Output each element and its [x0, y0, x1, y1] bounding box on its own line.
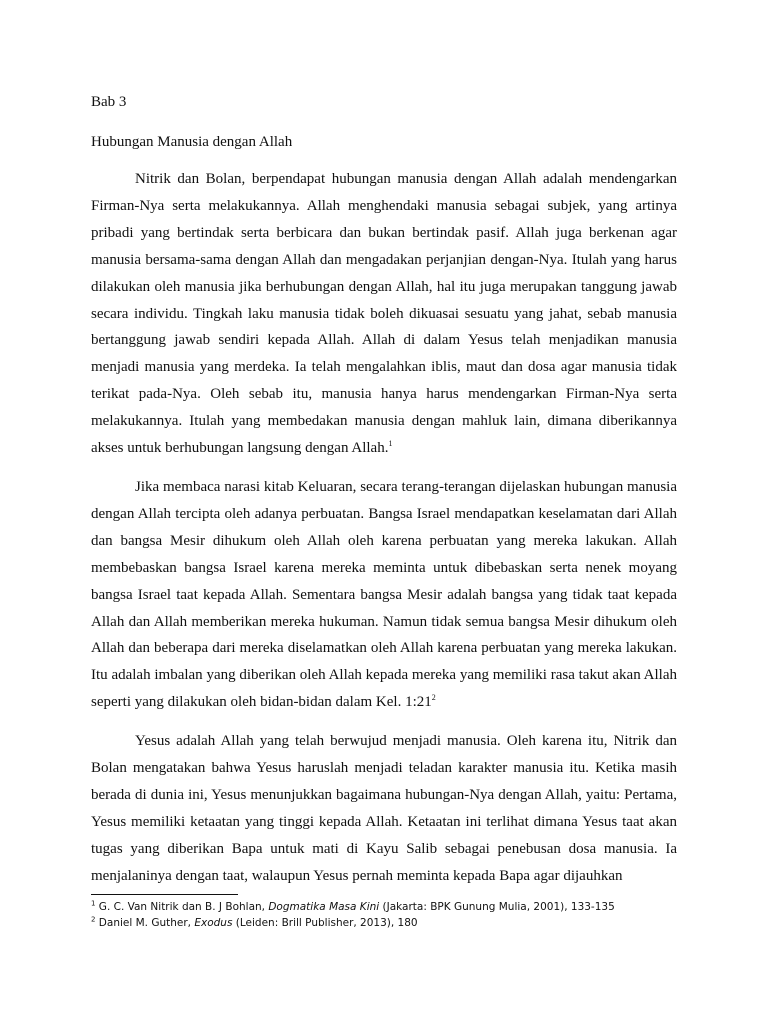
paragraph-3-text: Yesus adalah Allah yang telah berwujud menjadi manusia. Oleh karena itu, Nitrik dan Bolan mengatakan bahwa Yesus haruslah menjadi teladan karakter manusia itu. Ketika masih berada di dunia ini, Yesus menunjukkan bagaimana hubungan-Nya dengan Allah, yaitu: Pertama, Yesus memiliki ketaatan yang tinggi kepada Allah. Ketaatan ini terlihat dimana Yesus taat akan tugas yang diberikan Bapa untuk mati di Kayu Salib sebagai penebusan dosa manusia. Ia menjalaninya dengan taat, walaupun Yesus pernah meminta kepada Bapa agar dijauhkan — [91, 733, 677, 884]
footnote-ref-2[interactable]: 2 — [431, 693, 436, 703]
footnote-1-before: G. C. Van Nitrik dan B. J Bohlan, — [95, 901, 269, 913]
section-heading: Hubungan Manusia dengan Allah — [91, 134, 293, 150]
footnote-1-after: (Jakarta: BPK Gunung Mulia, 2001), 133-135 — [379, 901, 615, 913]
footnote-2-number: 2 — [91, 915, 96, 924]
chapter-label: Bab 3 — [91, 94, 127, 110]
footnotes — [91, 899, 691, 931]
footnote-2-title: Exodus — [194, 917, 233, 929]
page-body — [91, 91, 677, 890]
footnote-1-title: Dogmatika Masa Kini — [268, 901, 380, 913]
paragraph-1 — [91, 166, 677, 462]
footnote-ref-1[interactable]: 1 — [388, 439, 393, 449]
paragraph-3 — [91, 728, 677, 889]
footnote-2-before: Daniel M. Guther, — [95, 917, 195, 929]
paragraph-2 — [91, 474, 677, 716]
footnote-1-number: 1 — [91, 899, 96, 908]
paragraph-1-text: Nitrik dan Bolan, berpendapat hubungan manusia dengan Allah adalah mendengarkan Firman-Nya serta melakukannya. Allah menghendaki manusia sebagai subjek, yang artinya pribadi yang bertindak serta berbicara dan bukan bertindak pasif. Allah juga berkenan agar manusia bersama-sama dengan Allah dan mengadakan perjanjian dengan-Nya. Itulah yang harus dilakukan oleh manusia jika berhubungan dengan Allah, hal itu juga merupakan tanggung jawab secara individu. Tingkah laku manusia tidak boleh dikuasai sesuatu yang jahat, sebab manusia bertanggung jawab sendiri kepada Allah. Allah di dalam Yesus telah menjadikan manusia menjadi manusia yang merdeka. Ia telah mengalahkan iblis, maut dan dosa agar manusia tidak terikat pada-Nya. Oleh sebab itu, manusia hanya harus mendengarkan Firman-Nya serta melakukannya. Itulah yang membedakan manusia dengan mahluk lain, dimana diberikannya akses untuk berhubungan langsung dengan Allah. — [91, 171, 677, 457]
footnote-2-after: (Leiden: Brill Publisher, 2013), 180 — [232, 917, 418, 929]
paragraph-2-text: Jika membaca narasi kitab Keluaran, secara terang-terangan dijelaskan hubungan manusia dengan Allah tercipta oleh adanya perbuatan. Bangsa Israel mendapatkan keselamatan dari Allah dan bangsa Mesir dihukum oleh Allah oleh karena perbuatan yang mereka lakukan. Allah membebaskan bangsa Israel karena mereka meminta untuk dibebaskan serta nenek moyang bangsa Israel taat kepada Allah. Sementara bangsa Mesir adalah bangsa yang tidak taat kepada Allah dan Allah memberikan mereka hukuman. Namun tidak semua bangsa Mesir dihukum oleh Allah dan beberapa dari mereka diselamatkan oleh Allah karena perbuatan yang mereka lakukan. Itu adalah imbalan yang diberikan oleh Allah kepada mereka yang memiliki rasa takut akan Allah seperti yang dilakukan oleh bidan-bidan dalam Kel. 1:21 — [91, 478, 677, 711]
footnote-1 — [91, 899, 691, 915]
footnote-separator — [91, 894, 238, 895]
footnote-2 — [91, 915, 691, 931]
